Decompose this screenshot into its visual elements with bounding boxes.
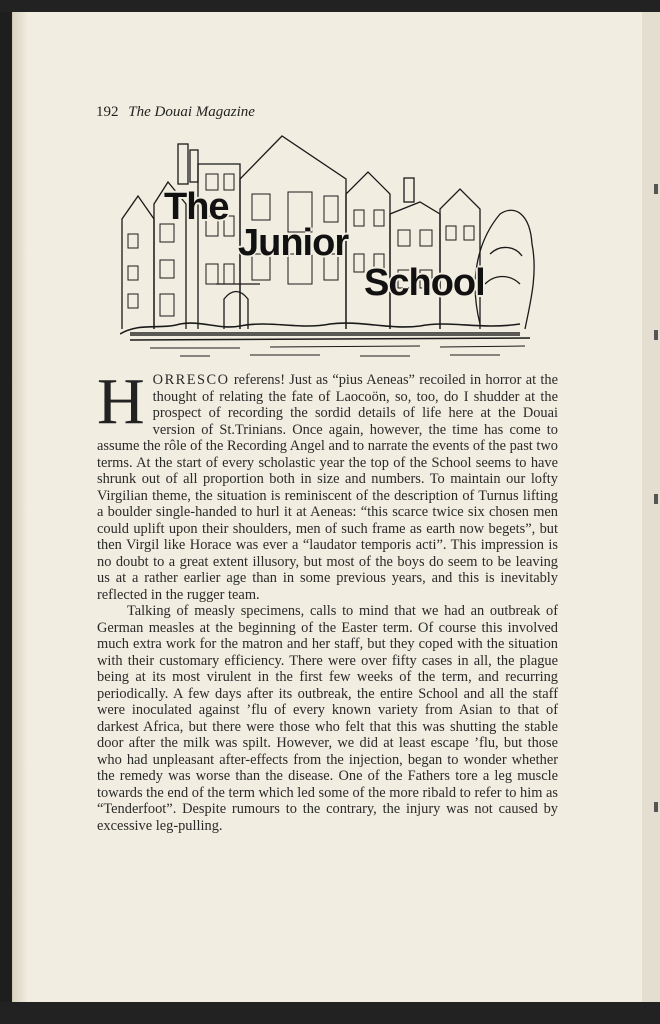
title-word-junior: Junior [238, 222, 349, 264]
magazine-title: The Douai Magazine [128, 104, 255, 120]
paragraph-1-text: referens! Just as “pius Aeneas” recoiled in horror at the thought of relating the fate of Laocoön, so, too, do I shudder at the prospect of recording the sordid details of life here at the Douai version of St.Trinians. Once again, however, the time has come to assume the rôle of the Recording Angel and to narrate the events of the past two terms. At the start of every scholastic year the top of the School seems to have shrunk out of all proportion both in size and numbers. To maintain our lofty Virgilian theme, the situation is reminiscent of the description of Turnus lifting a boulder single-handed to hurl it at Aeneas: “this scarce twice six chosen men could uplift upon their shoulders, men of such frame as earth now begets”, but then Virgil like Horace was ever a “laudator temporis acti”. This impression is no doubt to a great extent illusory, but most of the boys do seem to be leaving us at a rather earlier age than in some previous years, and this is inevitably reflected in the rugger team. [97, 372, 558, 603]
school-building-illustration [120, 134, 540, 364]
title-word-the: The [164, 186, 229, 228]
paragraph-2: Talking of measly specimens, calls to mind that we had an outbreak of German measles at the beginning of the Easter term. Of course this involved much extra work for the matron and her staff, but they coped with the situation with their customary efficiency. There were over fifty cases in all, the plague being at its most virulent in the first few weeks of the term, and recurring periodically. A few days after its outbreak, the entire School and all the staff were inoculated against ’flu of every known variety from Asian to that of darkest Africa, but there were those who felt that this was shutting the stable door after the milk was spilt. However, we did at least escape ’flu, but those who had unpleasant after-effects from the injection, began to wonder whether the remedy was worse than the disease. One of the Fathers tore a leg muscle towards the end of the term which led some of the more ribald to refer to him as “Tenderfoot”. Despite rumours to the contrary, the injury was not caused by excessive leg-pulling. [97, 603, 558, 834]
book-top-edge [0, 0, 660, 12]
running-header [96, 104, 255, 121]
page-tab-marker [654, 330, 658, 340]
opening-small-caps: ORRESCO [152, 372, 230, 388]
page-number: 192 [96, 104, 119, 120]
book-bottom-edge [0, 1002, 660, 1024]
article-body [97, 365, 558, 834]
page-edge-strip [642, 12, 660, 1007]
title-word-school: School [364, 262, 485, 304]
page-tab-marker [654, 494, 658, 504]
drop-cap: H [97, 365, 145, 438]
page-tab-marker [654, 184, 658, 194]
paragraph-1 [97, 365, 558, 603]
page-tab-marker [654, 802, 658, 812]
